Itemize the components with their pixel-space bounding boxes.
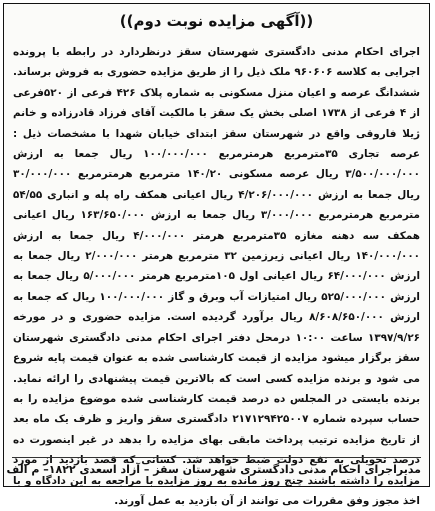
- notice-title: ((آگهی مزایده نوبت دوم)): [119, 12, 314, 30]
- notice-frame: [3, 3, 430, 507]
- notice-signature: مدیراجرای احکام مدنی دادگستری شهرستان سقز – آزاد اسعدی ۱۸۲۲– م الف: [12, 457, 421, 476]
- notice-body: اجرای احکام مدنی دادگستری شهرستان سقز درنظردارد در رابطه با پرونده اجرایی به کلاسه ۹۶۰۶۰۶ ملک ذیل را از طریق مزایده حضوری به فروش برساند. ششدانگ عرصه و اعیان منزل مسکونی به شماره پلاک ۴۲۶ فرعی از ۵۲۰فرعی از ۴ فرعی از ۱۷۳۸ اصلی بخش یک سقز با مالکیت آقای فرزاد قادرزاده و خانم ژیلا فاروقی واقع در شهرستان سقز ابتدای خیابان شهدا با مشخصات ذیل : عرصه تجاری ۳۵مترمربع هرمترمربع ۱۰۰/۰۰۰/۰۰۰ ریال جمعا به ارزش ۳/۵۰۰/۰۰۰/۰۰۰ ریال عرصه مسکونی ۱۴۰/۲۰ مترمربع هرمترمربع ۳۰/۰۰۰/۰۰۰ ریال جمعا به ارزش ۴/۲۰۶/۰۰۰/۰۰۰ ریال اعیانی همکف راه پله و انباری ۵۴/۵۵ مترمربع هرمترمربع ۳/۰۰۰/۰۰۰ ریال جمعا به ارزش ۱۶۳/۶۵۰/۰۰۰ ریال اعیانی همکف سه دهنه مغازه ۳۵مترمربع هرمتر ۴/۰۰۰/۰۰۰ ریال جمعا به ارزش ۱۴۰/۰۰۰/۰۰۰ ریال اعیانی زیرزمین ۳۲ مترمربع هرمتر ۲/۰۰۰/۰۰۰ ریال جمعا به ارزش ۶۴/۰۰۰/۰۰۰ ریال اعیانی اول ۱۰۵مترمربع هرمتر ۵/۰۰۰/۰۰۰ ریال جمعا به ارزش ۵۲۵/۰۰۰/۰۰۰ ریال امتیازات آب وبرق و گاز ۱۰۰/۰۰۰/۰۰۰ ریال که جمعا به ارزش ۸/۶۰۸/۶۵۰/۰۰۰ ریال برآورد گردیده است. مزایده حضوری و در مورخه ۱۳۹۷/۹/۲۶ ساعت ۱۰:۰۰ درمحل دفتر اجرای احکام مدنی دادگستری شهرستان سقز برگزار میشود مزایده از قیمت کارشناسی شده به عنوان قیمت پایه شروع می شود و برنده مزایده کسی است که بالاترین قیمت پیشنهادی را ارائه نماید. برنده بایستی در المجلس ده درصد قیمت کارشناسی شده موضوع مزایده را به حساب سپرده شماره ۲۱۷۱۲۹۴۲۵۰۰۷ دادگستری سقز واریز و ظرف یک ماه بعد از تاریخ مزایده ترتیب پرداخت مابقی بهای مزایده را بدهد در غیر اینصورت ده درصد تحویلی به نفع دولت ضبط خواهد شد. کسانی که قصد بازدید از مورد مزایده را داشته باشند چنج روز مانده به روز مزایده با مراجعه به این دادگاه و با اخذ مجوز وفق مقررات می توانند از آن بازدید به عمل آورند.: [13, 46, 421, 507]
